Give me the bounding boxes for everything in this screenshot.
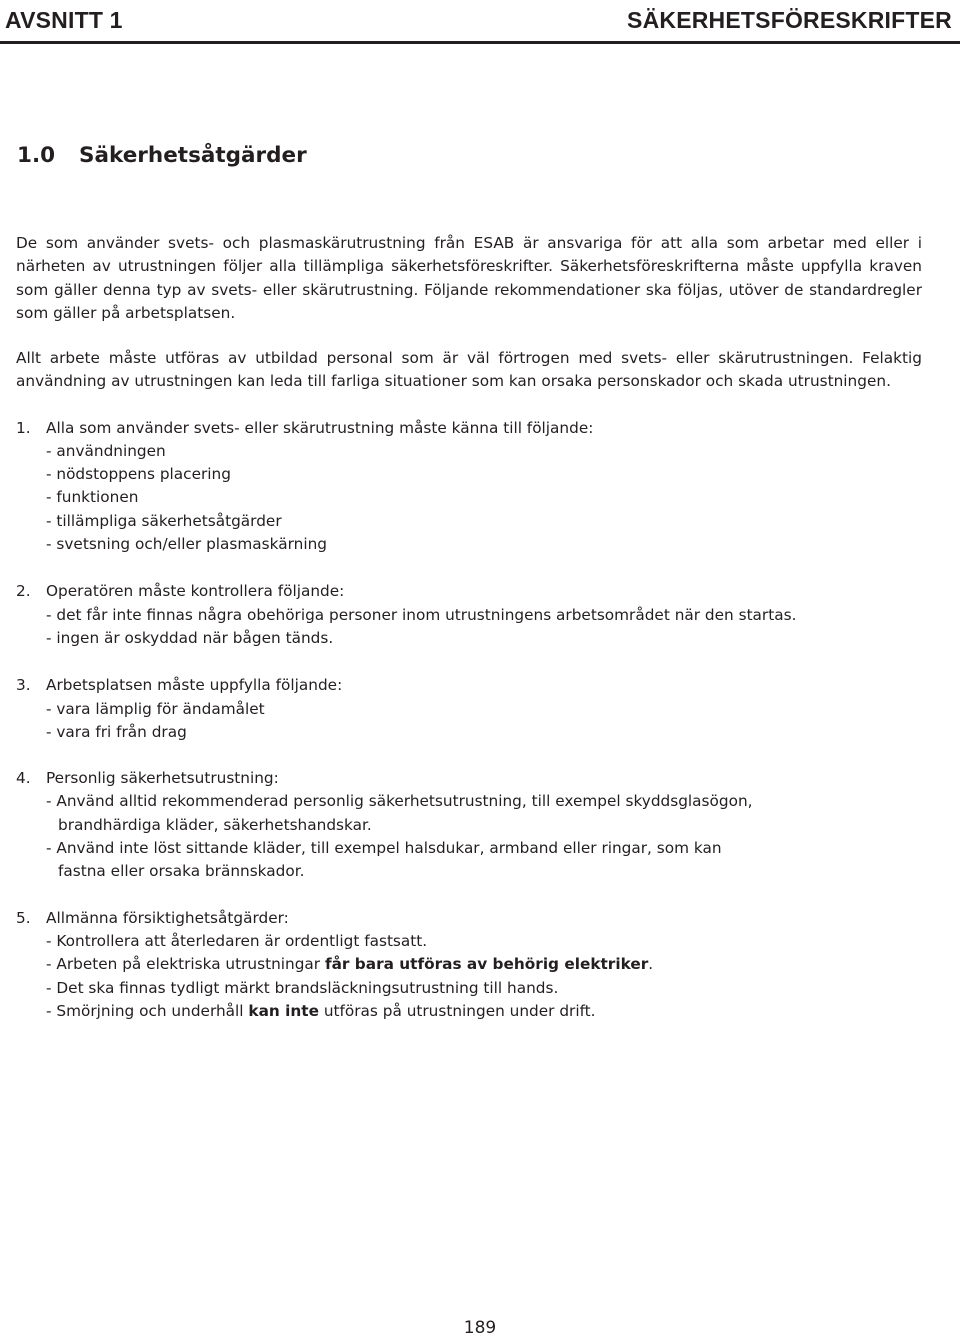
list-item: - Det ska finnas tydligt märkt brandsläckningsutrustning till hands. bbox=[46, 978, 559, 997]
document-body bbox=[16, 232, 922, 1023]
section-title: Alla som använder svets- eller skärutrustning måste känna till följande: bbox=[46, 418, 594, 437]
page-header bbox=[0, 0, 960, 44]
intro-paragraph-1: De som använder svets- och plasmaskärutrustning från ESAB är ansvariga för att alla som arbetar med eller i närheten av utrustningen följer alla tillämpliga säkerhetsföreskrifter. Säkerhetsföreskrifterna måste uppfylla kraven som gäller denna typ av svets- eller skärutrustning. Följande rekommendationer ska följas, utöver de standardregler som gäller på arbetsplatsen. bbox=[16, 234, 922, 322]
list-item bbox=[16, 953, 922, 976]
section-title: Operatören måste kontrollera följande: bbox=[46, 582, 345, 601]
list-item-text: utföras på utrustningen under drift. bbox=[318, 1001, 596, 1020]
emphasis-text: kan inte bbox=[248, 1001, 319, 1020]
safety-section-1 bbox=[16, 417, 922, 557]
emphasis-text: får bara utföras av behörig elektriker bbox=[324, 955, 649, 974]
list-item: - Använd alltid rekommenderad personlig säkerhetsutrustning, till exempel skyddsglasögon, bbox=[46, 792, 753, 811]
section-number: 5. bbox=[16, 908, 31, 927]
safety-section-4 bbox=[16, 767, 922, 883]
section-number: 3. bbox=[16, 676, 31, 695]
list-item: - funktionen bbox=[46, 488, 139, 507]
list-item-continuation: fastna eller orsaka brännskador. bbox=[58, 862, 305, 881]
safety-section-2 bbox=[16, 580, 922, 650]
list-item: - nödstoppens placering bbox=[46, 465, 231, 484]
list-item: - ingen är oskyddad när bågen tänds. bbox=[46, 628, 334, 647]
intro-paragraph-2: Allt arbete måste utföras av utbildad personal som är väl förtrogen med svets- eller skärutrustningen. Felaktig användning av utrustningen kan leda till farliga situationer som kan orsaka personskador och skada utrustningen. bbox=[16, 349, 922, 391]
list-item: - svetsning och/eller plasmaskärning bbox=[46, 535, 327, 554]
page-number: 189 bbox=[463, 1318, 497, 1338]
section-number: 2. bbox=[16, 582, 31, 601]
list-item: - Använd inte löst sittande kläder, till exempel halsdukar, armband eller ringar, som kan bbox=[46, 839, 722, 858]
safety-section-5 bbox=[16, 907, 922, 1023]
section-label: AVSNITT 1 bbox=[5, 7, 123, 33]
list-item-text: . bbox=[648, 955, 654, 974]
section-title: Arbetsplatsen måste uppfylla följande: bbox=[46, 676, 343, 695]
header-title: SÄKERHETSFÖRESKRIFTER bbox=[627, 7, 952, 33]
list-item: - användningen bbox=[46, 441, 166, 460]
section-number: 1. bbox=[16, 418, 31, 437]
safety-section-3 bbox=[16, 674, 922, 744]
page-title bbox=[17, 143, 307, 168]
list-item: - det får inte finnas några obehöriga personer inom utrustningens arbetsområdet när den startas. bbox=[46, 605, 797, 624]
list-item-text: - Arbeten på elektriska utrustningar bbox=[46, 955, 325, 974]
list-item-continuation: brandhärdiga kläder, säkerhetshandskar. bbox=[58, 815, 372, 834]
section-title: Allmänna försiktighetsåtgärder: bbox=[46, 908, 289, 927]
list-item-text: - Smörjning och underhåll bbox=[46, 1001, 249, 1020]
section-title: Personlig säkerhetsutrustning: bbox=[46, 769, 279, 788]
heading-number: 1.0 bbox=[17, 143, 56, 168]
list-item: - Kontrollera att återledaren är ordentligt fastsatt. bbox=[46, 931, 428, 950]
section-number: 4. bbox=[16, 769, 31, 788]
list-item: - vara fri från drag bbox=[46, 722, 187, 741]
list-item bbox=[16, 1000, 922, 1023]
list-item: - vara lämplig för ändamålet bbox=[46, 699, 265, 718]
list-item: - tillämpliga säkerhetsåtgärder bbox=[46, 511, 282, 530]
heading-text: Säkerhetsåtgärder bbox=[79, 143, 307, 168]
